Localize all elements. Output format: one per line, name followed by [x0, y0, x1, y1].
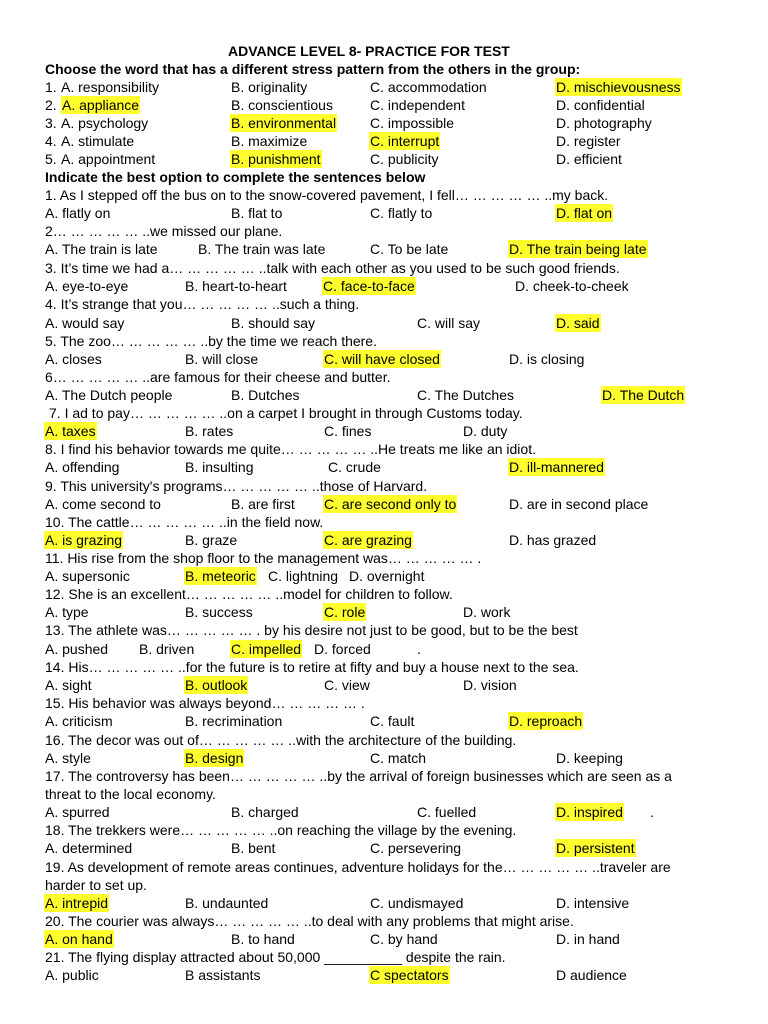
option-b: B. will close [185, 351, 259, 367]
option-d: D. cheek-to-cheek [515, 278, 629, 294]
options-row [0, 531, 768, 549]
option-b-answer: B. meteoric [185, 568, 256, 584]
question-line [0, 368, 768, 386]
option-d: D. work [463, 604, 511, 620]
options-row [0, 966, 768, 984]
options-row [0, 567, 768, 585]
option-c-answer: C. are grazing [324, 532, 412, 548]
option-c: C. fault [370, 713, 415, 729]
option-b: B. should say [231, 315, 316, 331]
option-b: B. maximize [231, 133, 308, 149]
option-c: C. view [324, 677, 370, 693]
option-b: B. undaunted [185, 895, 269, 911]
question-line [0, 858, 768, 876]
option-a: A. offending [45, 459, 120, 475]
question-line-continued [0, 785, 768, 803]
options-row [0, 676, 768, 694]
option-c: C. impossible [370, 115, 455, 131]
option-d: D. in hand [556, 931, 620, 947]
option-c: C. flatly to [370, 205, 433, 221]
option-a-answer: A. is grazing [45, 532, 123, 548]
option-a: A. eye-to-eye [45, 278, 129, 294]
question-line [0, 731, 768, 749]
question-line [0, 821, 768, 839]
option-a: A. criticism [45, 713, 113, 729]
options-row [0, 640, 768, 658]
option-b: B. rates [185, 423, 234, 439]
option-d: D. register [556, 133, 621, 149]
option-a: A. determined [45, 840, 133, 856]
option-c: C. fuelled [417, 804, 477, 820]
option-d: D. confidential [556, 97, 645, 113]
option-b: B. The train was late [198, 241, 326, 257]
question-text: 18. The trekkers were… … … … … ..on reaching the village by the evening. [45, 822, 517, 838]
option-b: B. heart-to-heart [185, 278, 287, 294]
item-number: 5. [45, 151, 57, 167]
trailing-dot: . [417, 641, 421, 657]
question-line [0, 585, 768, 603]
option-a: A. appointment [61, 151, 156, 167]
option-c: C. lightning [268, 568, 339, 584]
item-number: 3. [45, 115, 57, 131]
option-b: B. are first [231, 496, 295, 512]
question-line [0, 186, 768, 204]
question-text: 2… … … … … ..we missed our plane. [45, 223, 283, 239]
question-text: 7. I ad to pay… … … … … ..on a carpet I brought in through Customs today. [49, 405, 523, 421]
option-b: B. bent [231, 840, 276, 856]
question-text: 16. The decor was out of… … … … … ..with the architecture of the building. [45, 732, 517, 748]
stress-row [0, 114, 768, 132]
question-line [0, 332, 768, 350]
question-text: 14. His… … … … … ..for the future is to retire at fifty and buy a house next to the sea. [45, 659, 579, 675]
option-d-answer: D. The train being late [509, 241, 647, 257]
option-d-answer: D. mischievousness [556, 79, 681, 95]
options-row [0, 458, 768, 476]
option-d-answer: D. flat on [556, 205, 613, 221]
option-c-answer: C. role [324, 604, 366, 620]
question-line [0, 694, 768, 712]
option-a-answer: A. taxes [45, 423, 96, 439]
options-row [0, 495, 768, 513]
option-d-answer: D. inspired [556, 804, 623, 820]
option-c-answer: C. impelled [231, 641, 302, 657]
question-line [0, 513, 768, 531]
options-row [0, 386, 768, 404]
options-row [0, 314, 768, 332]
option-a: A. spurred [45, 804, 110, 820]
option-a: A. The train is late [45, 241, 158, 257]
option-b: B. insulting [185, 459, 254, 475]
option-c: C. persevering [370, 840, 462, 856]
option-a-answer: A. on hand [45, 931, 113, 947]
options-row [0, 603, 768, 621]
option-d-answer: D. The Dutch [602, 387, 685, 403]
option-a: A. responsibility [61, 79, 160, 95]
question-text: 15. His behavior was always beyond… … … … … . [45, 695, 365, 711]
question-line [0, 477, 768, 495]
section2-instruction: Indicate the best option to complete the sentences below [45, 169, 426, 185]
question-text: 4. It’s strange that you… … … … … ..such a thing. [45, 296, 360, 312]
question-line [0, 912, 768, 930]
option-b: B. graze [185, 532, 238, 548]
question-text: 17. The controversy has been… … … … … ..by the arrival of foreign businesses which are seen as a [45, 768, 672, 784]
option-a: A. pushed [45, 641, 109, 657]
stress-row [0, 96, 768, 114]
option-b-answer: B. punishment [231, 151, 321, 167]
option-a: A. style [45, 750, 91, 766]
option-b: B. driven [139, 641, 195, 657]
option-c: C. publicity [370, 151, 439, 167]
title-line [0, 42, 768, 60]
question-line [0, 404, 768, 422]
option-b: B. conscientious [231, 97, 333, 113]
question-text: 21. The flying display attracted about 50,000 __________ despite the rain. [45, 949, 506, 965]
item-number: 1. [45, 79, 57, 95]
option-b-answer: B. outlook [185, 677, 248, 693]
options-row [0, 712, 768, 730]
question-line [0, 948, 768, 966]
option-c-answer: C. face-to-face [323, 278, 415, 294]
option-a: A. public [45, 967, 99, 983]
question-line [0, 259, 768, 277]
section2-instruction-line [0, 168, 768, 186]
options-row [0, 204, 768, 222]
option-b: B. Dutches [231, 387, 300, 403]
option-c: C. To be late [370, 241, 449, 257]
item-number: 4. [45, 133, 57, 149]
option-b: B. success [185, 604, 253, 620]
question-text: 1. As I stepped off the bus on to the snow-covered pavement, I fell… … … … … ..my back. [45, 187, 609, 203]
question-text: 10. The cattle… … … … … ..in the field now. [45, 514, 324, 530]
question-text: 6… … … … … ..are famous for their cheese and butter. [45, 369, 391, 385]
option-a: A. psychology [61, 115, 149, 131]
option-b: B. charged [231, 804, 299, 820]
option-a: A. The Dutch people [45, 387, 173, 403]
trailing-dot: . [650, 804, 654, 820]
option-a-answer: A. appliance [62, 97, 140, 113]
option-c-answer: C. are second only to [324, 496, 457, 512]
option-a: A. stimulate [61, 133, 135, 149]
options-row [0, 240, 768, 258]
option-c-answer: C. interrupt [370, 133, 440, 149]
question-line-continued [0, 876, 768, 894]
question-line [0, 658, 768, 676]
option-a: A. would say [45, 315, 125, 331]
question-text: 3. It’s time we had a… … … … … ..talk with each other as you used to be such good friends. [45, 260, 620, 276]
option-d: D. keeping [556, 750, 623, 766]
option-b: B. flat to [231, 205, 283, 221]
question-text: 19. As development of remote areas continues, adventure holidays for the… … … … … ..traveler are [45, 859, 671, 875]
option-a: A. sight [45, 677, 92, 693]
question-line [0, 621, 768, 639]
option-b: B. originality [231, 79, 308, 95]
question-text: 11. His rise from the shop floor to the management was… … … … … . [45, 550, 482, 566]
option-a: A. come second to [45, 496, 161, 512]
option-d-answer: D. reproach [509, 713, 583, 729]
option-a: A. closes [45, 351, 102, 367]
option-c: C. match [370, 750, 427, 766]
question-text: 5. The zoo… … … … … ..by the time we reach there. [45, 333, 377, 349]
option-d: D. is closing [509, 351, 585, 367]
question-text: 8. I find his behavior towards me quite… … … … … ..He treats me like an idiot. [45, 441, 536, 457]
option-d: D. overnight [349, 568, 425, 584]
question-text: 12. She is an excellent… … … … … ..model for children to follow. [45, 586, 453, 602]
options-row [0, 839, 768, 857]
options-row [0, 277, 768, 295]
options-row [0, 749, 768, 767]
question-line [0, 295, 768, 313]
option-d: D. has grazed [509, 532, 597, 548]
question-line [0, 767, 768, 785]
option-c: C. will say [417, 315, 481, 331]
question-text-continued: harder to set up. [45, 877, 147, 893]
page-title: ADVANCE LEVEL 8- PRACTICE FOR TEST [228, 43, 510, 59]
section1-instruction: Choose the word that has a different stress pattern from the others in the group: [45, 61, 581, 77]
options-row [0, 894, 768, 912]
option-c: C. undismayed [370, 895, 464, 911]
option-c: C. crude [328, 459, 381, 475]
question-text-continued: threat to the local economy. [45, 786, 216, 802]
question-text: 13. The athlete was… … … … … . by his desire not just to be good, but to be the best [45, 622, 578, 638]
stress-row [0, 132, 768, 150]
option-d-answer: D. persistent [556, 840, 635, 856]
options-row [0, 350, 768, 368]
option-d: D. forced [314, 641, 371, 657]
section1-instruction-line [0, 60, 768, 78]
option-d: D. are in second place [509, 496, 649, 512]
option-c-answer: C spectators [370, 967, 449, 983]
option-b-answer: B. design [185, 750, 244, 766]
option-d: D audience [556, 967, 627, 983]
question-line [0, 549, 768, 567]
question-line [0, 440, 768, 458]
option-d: D. vision [463, 677, 517, 693]
option-d: D. duty [463, 423, 508, 439]
option-c: C. by hand [370, 931, 438, 947]
option-c: C. The Dutches [417, 387, 515, 403]
option-a: A. supersonic [45, 568, 130, 584]
option-d-answer: D. said [556, 315, 600, 331]
option-c-answer: C. will have closed [324, 351, 440, 367]
options-row [0, 422, 768, 440]
stress-row [0, 78, 768, 96]
question-text: 20. The courier was always… … … … … ..to deal with any problems that might arise. [45, 913, 574, 929]
options-row [0, 803, 768, 821]
option-c: C. fines [324, 423, 372, 439]
question-line [0, 222, 768, 240]
options-row [0, 930, 768, 948]
stress-row [0, 150, 768, 168]
option-b-answer: B. environmental [231, 115, 337, 131]
option-b: B. recrimination [185, 713, 283, 729]
option-a: A. type [45, 604, 89, 620]
option-d: D. intensive [556, 895, 630, 911]
option-d-answer: D. ill-mannered [509, 459, 604, 475]
option-b: B assistants [185, 967, 261, 983]
option-c: C. independent [370, 97, 465, 113]
option-c: C. accommodation [370, 79, 487, 95]
option-a-answer: A. intrepid [45, 895, 109, 911]
option-d: D. photography [556, 115, 652, 131]
option-b: B. to hand [231, 931, 295, 947]
question-text: 9. This university's programs… … … … … ..those of Harvard. [45, 478, 428, 494]
item-number: 2. [45, 97, 57, 113]
option-d: D. efficient [556, 151, 622, 167]
option-a: A. flatly on [45, 205, 111, 221]
